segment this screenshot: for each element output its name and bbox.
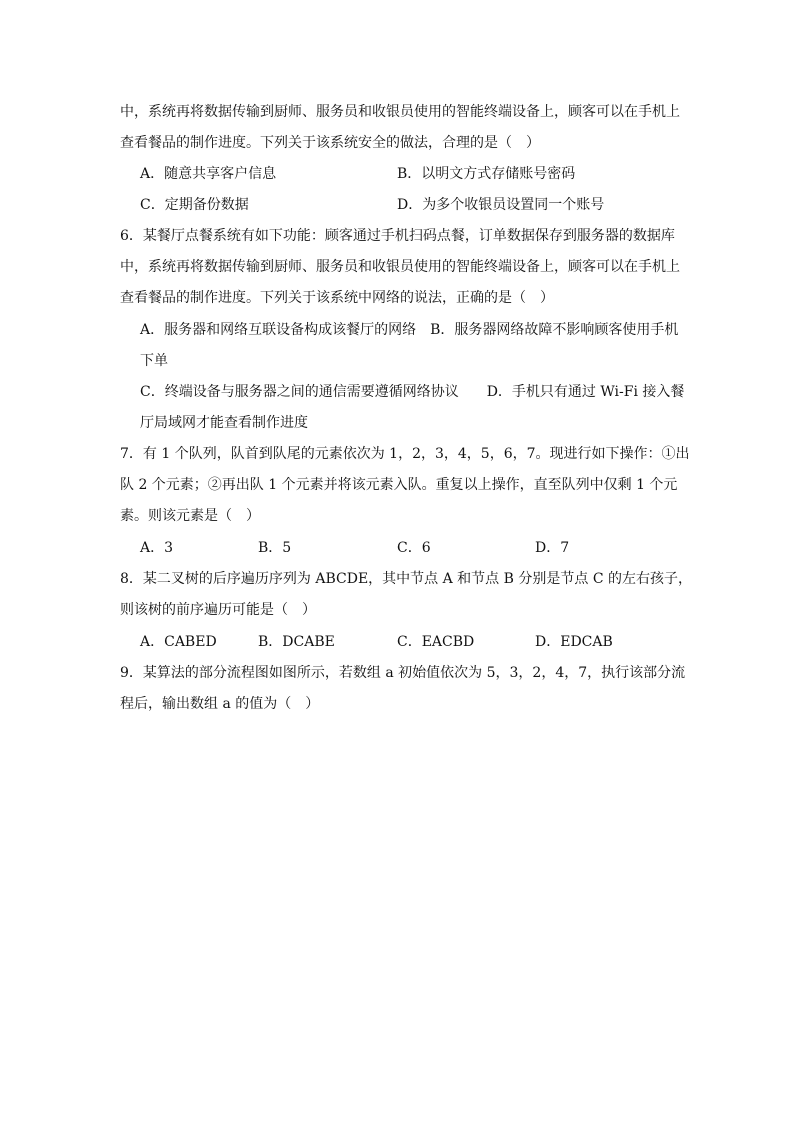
q7-option-c: C．6 [397,540,431,556]
q5-option-a: A．随意共享客户信息 [140,166,277,182]
q6-option-d-wrap: 厅局域网才能查看制作进度 [140,415,308,431]
q9-stem-line-1: 9．某算法的部分流程图如图所示，若数组 a 初始值依次为 5，3，2，4，7，执行该部分流 [120,665,686,681]
q9-stem-line-2: 程后，输出数组 a 的值为（ ） [120,696,320,712]
q8-option-b: B．DCABE [258,634,335,650]
q8-option-d: D．EDCAB [535,634,613,650]
q8-stem-line-2: 则该树的前序遍历可能是（ ） [120,602,316,618]
q6-options-cd: C．终端设备与服务器之间的通信需要遵循网络协议 D．手机只有通过 Wi-Fi 接入餐 [140,384,685,400]
q5-option-d: D．为多个收银员设置同一个账号 [397,197,605,213]
q7-stem-line-3: 素。则该元素是（ ） [120,508,260,524]
q8-option-a: A．CABED [140,634,217,650]
q8-stem-line-1: 8．某二叉树的后序遍历序列为 ABCDE，其中节点 A 和节点 B 分别是节点 C 的左右孩子， [120,571,692,587]
q8-option-c: C．EACBD [397,634,475,650]
q7-option-a: A．3 [140,540,174,556]
q6-options-ab: A．服务器和网络互联设备构成该餐厅的网络 B．服务器网络故障不影响顾客使用手机 [140,322,679,338]
q7-stem-line-1: 7．有 1 个队列，队首到队尾的元素依次为 1，2，3，4，5，6，7。现进行如下操作：①出 [120,446,690,462]
q7-option-b: B．5 [258,540,292,556]
q5-stem-line-1: 中，系统再将数据传输到厨师、服务员和收银员使用的智能终端设备上，顾客可以在手机上 [120,104,680,120]
q5-option-c: C．定期备份数据 [140,197,249,213]
q7-stem-line-2: 队 2 个元素；②再出队 1 个元素并将该元素入队。重复以上操作，直至队列中仅剩 1 个元 [120,477,678,493]
q6-stem-line-2: 中，系统再将数据传输到厨师、服务员和收银员使用的智能终端设备上，顾客可以在手机上 [120,259,680,275]
q7-option-d: D．7 [535,540,570,556]
q5-option-b: B．以明文方式存储账号密码 [397,166,576,182]
q6-stem-line-1: 6．某餐厅点餐系统有如下功能：顾客通过手机扫码点餐，订单数据保存到服务器的数据库 [120,228,675,244]
q6-option-b-wrap: 下单 [140,353,168,369]
q5-stem-line-2: 查看餐品的制作进度。下列关于该系统安全的做法，合理的是（ ） [120,135,540,151]
q6-stem-line-3: 查看餐品的制作进度。下列关于该系统中网络的说法，正确的是（ ） [120,290,554,306]
